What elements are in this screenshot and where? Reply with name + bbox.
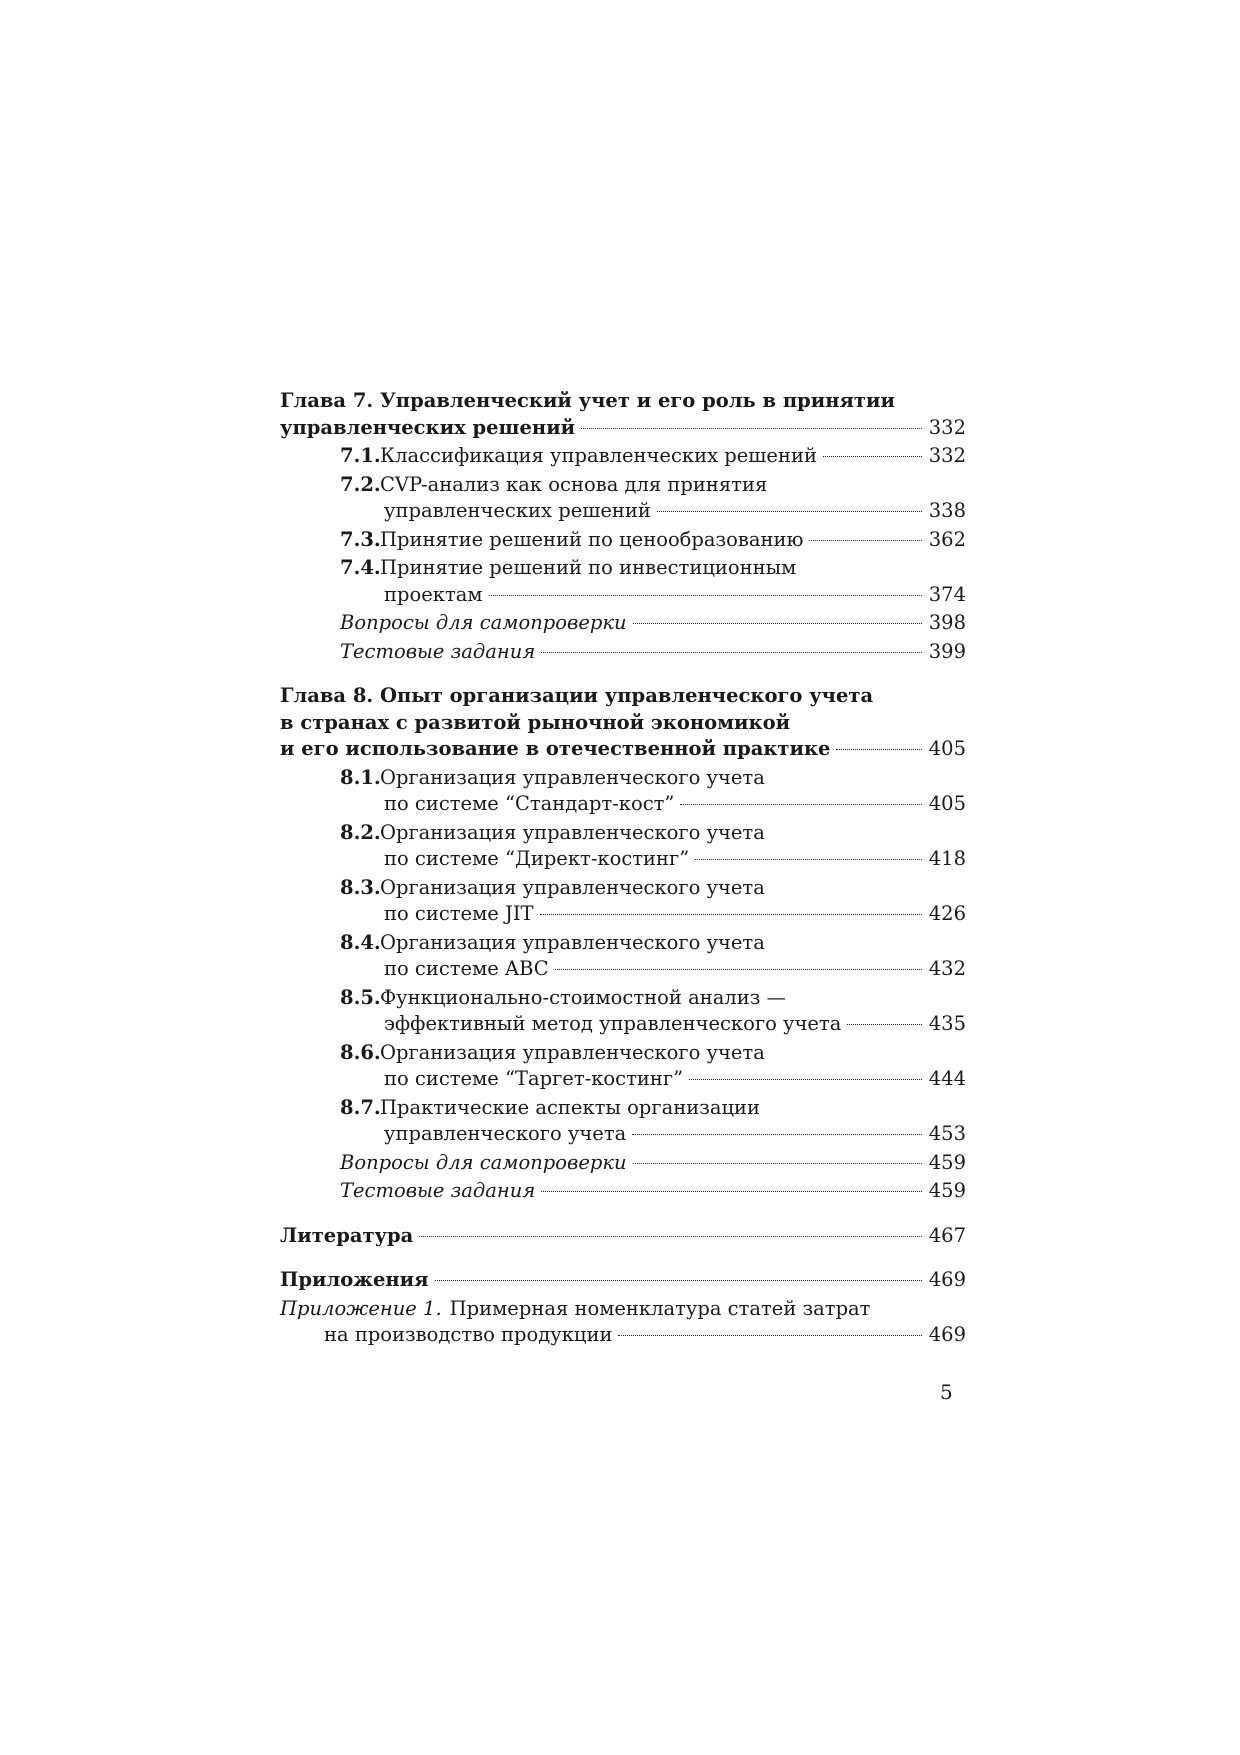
section-8-7-entry[interactable] bbox=[280, 1095, 966, 1148]
chapter-8-entry[interactable] bbox=[280, 683, 966, 763]
section-title: Организация управленческого учета bbox=[380, 820, 765, 844]
page-ref: 426 bbox=[928, 902, 966, 925]
section-title: Классификация управленческих решений bbox=[380, 444, 817, 467]
section-8-2-entry[interactable] bbox=[280, 820, 966, 873]
page-ref: 332 bbox=[928, 444, 966, 467]
page-ref: 469 bbox=[928, 1268, 966, 1291]
questions-label: Вопросы для самопроверки bbox=[340, 611, 627, 634]
dot-leader bbox=[632, 1134, 922, 1135]
section-number: 8.4. bbox=[340, 930, 381, 954]
chapter-8-title-line2: в странах с развитой рыночной экономикой bbox=[280, 710, 791, 734]
chapter-7-questions-entry[interactable] bbox=[280, 610, 966, 637]
page-ref: 399 bbox=[928, 639, 966, 663]
section-title: Функционально-стоимостной анализ — bbox=[380, 985, 787, 1009]
dot-leader bbox=[540, 914, 922, 915]
chapter-8-questions-entry[interactable] bbox=[280, 1150, 966, 1177]
dot-leader bbox=[809, 540, 921, 541]
page-ref: 469 bbox=[928, 1323, 966, 1346]
section-title-cont: управленческого учета bbox=[384, 1122, 627, 1145]
dot-leader bbox=[541, 652, 922, 653]
tests-label: Тестовые задания bbox=[340, 1179, 536, 1202]
page-ref: 459 bbox=[928, 1150, 966, 1174]
section-8-1-entry[interactable] bbox=[280, 765, 966, 818]
section-8-3-entry[interactable] bbox=[280, 875, 966, 928]
chapter-7-entry[interactable] bbox=[280, 388, 966, 441]
section-number: 8.7. bbox=[340, 1095, 381, 1119]
appendix-title-cont: на производство продукции bbox=[324, 1323, 613, 1346]
section-7-4-entry[interactable] bbox=[280, 555, 966, 608]
section-title: Практические аспекты организации bbox=[380, 1095, 760, 1119]
section-number: 7.3. bbox=[340, 527, 381, 551]
appendices-entry[interactable] bbox=[280, 1267, 966, 1294]
tests-label: Тестовые задания bbox=[340, 639, 536, 663]
chapter-8-title-line3: и его использование в отечественной практике bbox=[280, 737, 831, 760]
section-number: 7.4. bbox=[340, 556, 381, 579]
page-ref: 332 bbox=[928, 415, 966, 439]
dot-leader bbox=[680, 804, 921, 805]
section-title-cont: по системе “Таргет-костинг” bbox=[384, 1067, 684, 1090]
dot-leader bbox=[435, 1280, 922, 1281]
section-8-5-entry[interactable] bbox=[280, 985, 966, 1038]
page-ref: 453 bbox=[928, 1122, 966, 1145]
page-ref: 398 bbox=[928, 611, 966, 634]
appendix-prefix: Приложение 1. bbox=[280, 1296, 442, 1320]
page-ref: 435 bbox=[928, 1012, 966, 1035]
dot-leader bbox=[633, 623, 922, 624]
section-number: 8.2. bbox=[340, 820, 381, 844]
dot-leader bbox=[618, 1335, 921, 1336]
section-title: Организация управленческого учета bbox=[380, 875, 765, 899]
section-8-4-entry[interactable] bbox=[280, 930, 966, 983]
dot-leader bbox=[657, 511, 922, 512]
chapter-8-title-line1: Глава 8. Опыт организации управленческого учета bbox=[280, 684, 874, 707]
section-title-cont: управленческих решений bbox=[384, 499, 651, 522]
section-title-cont: по системе ABC bbox=[384, 957, 549, 980]
dot-leader bbox=[541, 1191, 922, 1192]
section-7-1-entry[interactable] bbox=[280, 443, 966, 470]
dot-leader bbox=[633, 1163, 922, 1164]
section-title: Принятие решений по инвестиционным bbox=[380, 556, 797, 579]
section-7-3-entry[interactable] bbox=[280, 527, 966, 554]
section-number: 8.5. bbox=[340, 985, 381, 1009]
dot-leader bbox=[836, 749, 921, 750]
chapter-8-tests-entry[interactable] bbox=[280, 1178, 966, 1205]
dot-leader bbox=[695, 859, 922, 860]
page-ref: 362 bbox=[928, 527, 966, 551]
dot-leader bbox=[489, 595, 922, 596]
dot-leader bbox=[823, 456, 922, 457]
appendix-1-entry[interactable] bbox=[280, 1296, 966, 1349]
dot-leader bbox=[419, 1236, 921, 1237]
section-number: 7.2. bbox=[340, 472, 381, 496]
literature-entry[interactable] bbox=[280, 1223, 966, 1250]
page-ref: 374 bbox=[928, 582, 966, 606]
section-8-6-entry[interactable] bbox=[280, 1040, 966, 1093]
section-number: 7.1. bbox=[340, 444, 381, 467]
section-title: Организация управленческого учета bbox=[380, 930, 765, 954]
chapter-7-title-line2: управленческих решений bbox=[280, 415, 576, 439]
section-title: CVP-анализ как основа для принятия bbox=[380, 472, 768, 496]
dot-leader bbox=[847, 1024, 921, 1025]
section-title-cont: по системе JIT bbox=[384, 902, 534, 925]
page-ref: 432 bbox=[928, 957, 966, 980]
page-ref: 467 bbox=[928, 1223, 966, 1247]
section-title-cont: по системе “Стандарт-кост” bbox=[384, 792, 675, 815]
section-title-cont: эффективный метод управленческого учета bbox=[384, 1012, 842, 1035]
page-ref: 418 bbox=[928, 847, 966, 870]
section-number: 8.1. bbox=[340, 765, 381, 789]
section-7-2-entry[interactable] bbox=[280, 472, 966, 525]
dot-leader bbox=[689, 1079, 922, 1080]
questions-label: Вопросы для самопроверки bbox=[340, 1150, 627, 1174]
dot-leader bbox=[555, 969, 922, 970]
chapter-7-tests-entry[interactable] bbox=[280, 639, 966, 666]
literature-label: Литература bbox=[280, 1223, 414, 1247]
page-ref: 405 bbox=[928, 792, 966, 815]
section-number: 8.3. bbox=[340, 875, 381, 899]
appendices-label: Приложения bbox=[280, 1268, 429, 1291]
section-number: 8.6. bbox=[340, 1040, 381, 1064]
table-of-contents bbox=[280, 388, 966, 1349]
section-title-cont: по системе “Директ-костинг” bbox=[384, 847, 690, 870]
section-title: Принятие решений по ценообразованию bbox=[380, 527, 804, 551]
section-title-cont: проектам bbox=[384, 582, 483, 606]
page-ref: 405 bbox=[928, 737, 966, 760]
appendix-title: Примерная номенклатура статей затрат bbox=[449, 1296, 871, 1320]
section-title: Организация управленческого учета bbox=[380, 765, 765, 789]
page-number: 5 bbox=[940, 1380, 953, 1404]
chapter-7-title-line1: Глава 7. Управленческий учет и его роль в принятии bbox=[280, 389, 895, 412]
dot-leader bbox=[581, 428, 922, 429]
page-ref: 459 bbox=[928, 1179, 966, 1202]
section-title: Организация управленческого учета bbox=[380, 1040, 765, 1064]
page-ref: 338 bbox=[928, 499, 966, 522]
page-ref: 444 bbox=[928, 1067, 966, 1090]
